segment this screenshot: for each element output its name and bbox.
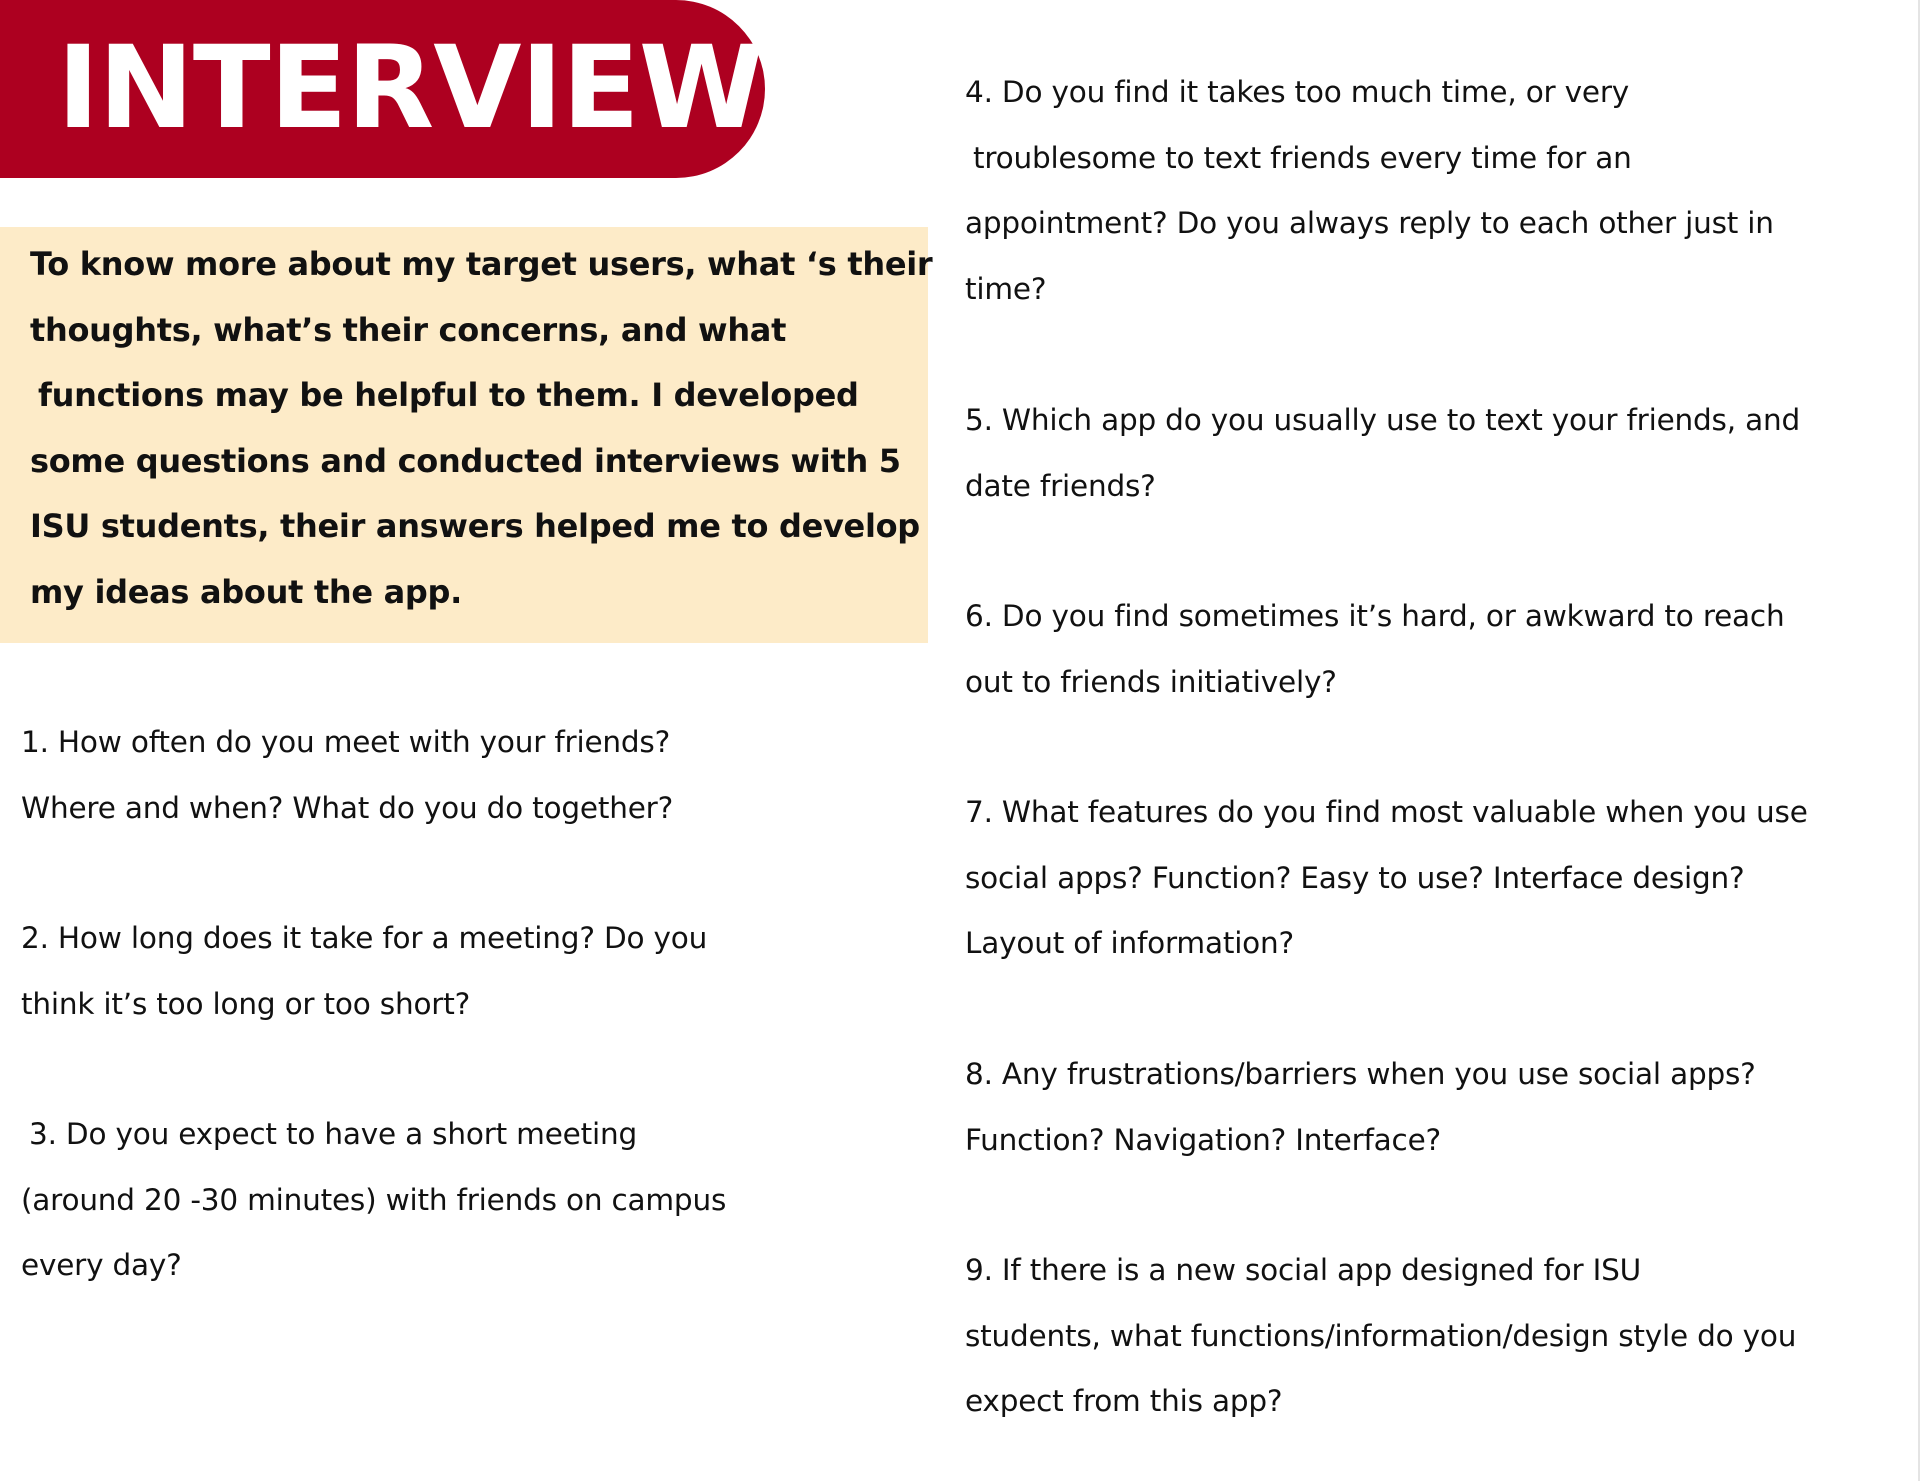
question-4 <box>965 60 1774 322</box>
question-line: time? <box>965 271 1047 306</box>
intro-line: thoughts, what’s their concerns, and what <box>30 310 787 349</box>
question-line: 2. How long does it take for a meeting? Do you <box>21 921 708 955</box>
question-line: appointment? Do you always reply to each other just in <box>965 206 1774 240</box>
question-9 <box>965 1238 1796 1435</box>
question-5 <box>965 388 1800 519</box>
question-line: 5. Which app do you usually use to text your friends, and <box>965 403 1800 437</box>
question-line: 6. Do you find sometimes it’s hard, or awkward to reach <box>965 599 1785 633</box>
question-line: Function? Navigation? Interface? <box>965 1122 1441 1157</box>
question-1 <box>21 710 673 841</box>
question-line: Where and when? What do you do together? <box>21 790 674 825</box>
question-line: 7. What features do you find most valuable when you use <box>965 795 1808 829</box>
intro-line: functions may be helpful to them. I developed <box>38 376 859 414</box>
question-line: Layout of information? <box>965 926 1294 960</box>
intro-line: ISU students, their answers helped me to develop <box>30 507 920 545</box>
intro-line: some questions and conducted interviews with 5 <box>30 441 901 480</box>
question-line: 9. If there is a new social app designed for ISU <box>965 1253 1642 1287</box>
question-line: 8. Any frustrations/barriers when you use social apps? <box>965 1057 1756 1091</box>
question-line: out to friends initiatively? <box>965 664 1337 699</box>
question-line: students, what functions/information/design style do you <box>965 1318 1797 1353</box>
intro-line: To know more about my target users, what ‘s their <box>30 245 933 283</box>
intro-paragraph <box>30 232 933 625</box>
question-line: 1. How often do you meet with your friends? <box>21 725 671 759</box>
question-7 <box>965 780 1808 977</box>
question-line: social apps? Function? Easy to use? Interface design? <box>965 860 1745 895</box>
question-line: troublesome to text friends every time for an <box>973 140 1632 175</box>
question-line: think it’s too long or too short? <box>21 986 471 1021</box>
question-line: date friends? <box>965 468 1156 503</box>
question-line: (around 20 -30 minutes) with friends on campus <box>21 1182 727 1217</box>
question-line: expect from this app? <box>965 1384 1283 1418</box>
question-3 <box>21 1102 726 1299</box>
question-line: every day? <box>21 1248 182 1282</box>
question-line: 4. Do you find it takes too much time, or very <box>965 75 1630 109</box>
page-title: INTERVIEW <box>57 21 764 154</box>
question-2 <box>21 906 707 1037</box>
intro-line: my ideas about the app. <box>30 572 462 611</box>
question-8 <box>965 1042 1756 1173</box>
question-6 <box>965 584 1784 715</box>
question-line: 3. Do you expect to have a short meeting <box>29 1117 637 1151</box>
